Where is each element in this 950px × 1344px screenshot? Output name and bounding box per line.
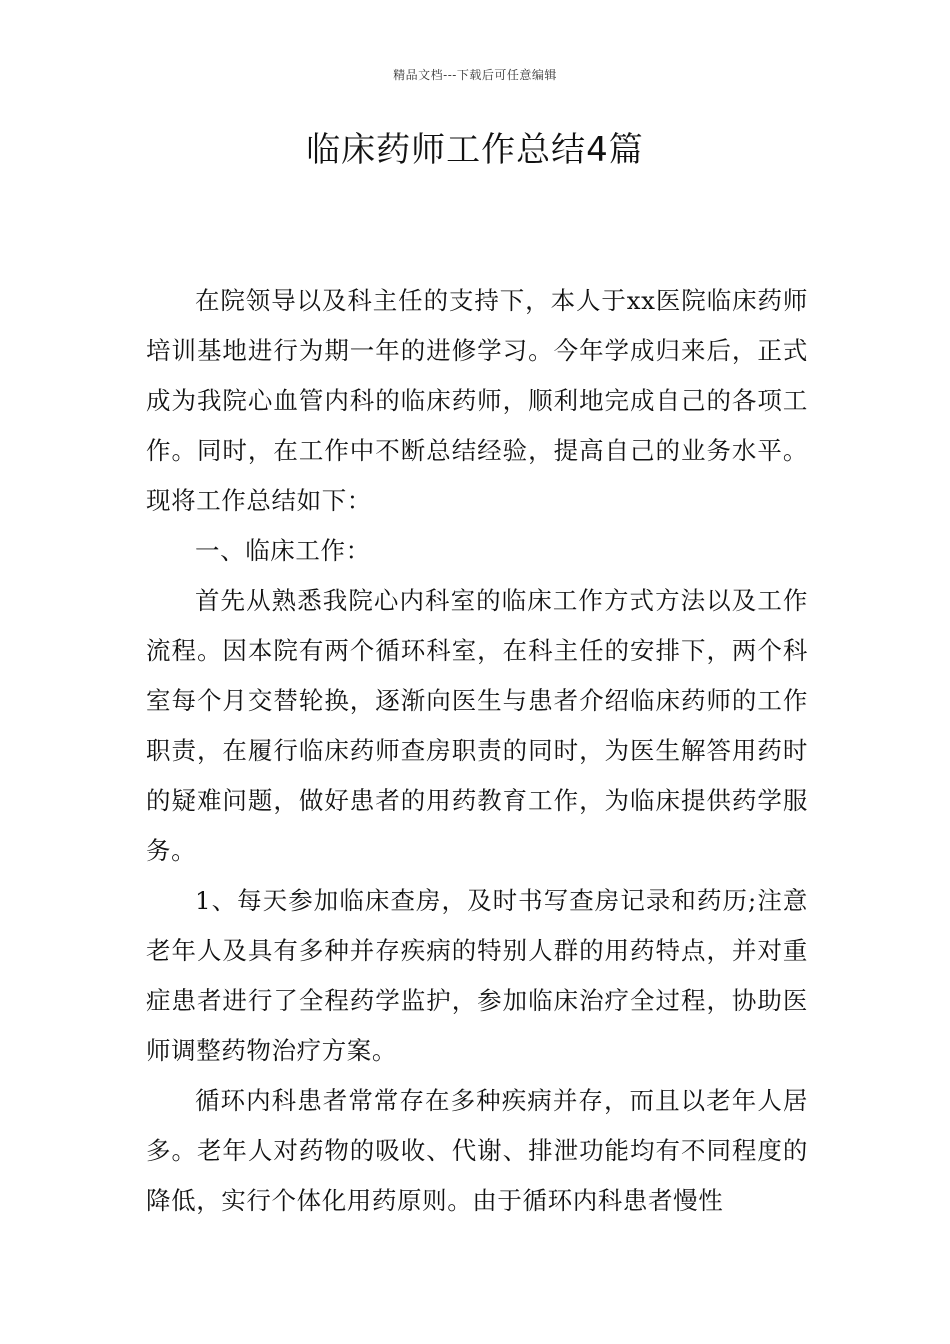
paragraph-item-1: 1、每天参加临床查房，及时书写查房记录和药历;注意老年人及具有多种并存疾病的特别人群的用药特点，并对重症患者进行了全程药学监护，参加临床治疗全过程，协助医师调整药物治疗方案。 [146, 886, 808, 1065]
paragraph-intro: 在院领导以及科主任的支持下，本人于xx医院临床药师培训基地进行为期一年的进修学习。今年学成归来后，正式成为我院心血管内科的临床药师，顺利地完成自己的各项工作。同时，在工作中不断总结经验，提高自己的业务水平。现将工作总结如下： [146, 286, 808, 515]
paragraph-clinical-workflow: 首先从熟悉我院心内科室的临床工作方式方法以及工作流程。因本院有两个循环科室，在科主任的安排下，两个科室每个月交替轮换，逐渐向医生与患者介绍临床药师的工作职责，在履行临床药师查房职责的同时，为医生解答用药时的疑难问题，做好患者的用药教育工作，为临床提供药学服务。 [146, 586, 808, 865]
section-heading-clinical-work: 一、临床工作： [195, 536, 371, 565]
header-note: 精品文档---下载后可任意编辑 [393, 68, 557, 82]
document-title: 临床药师工作总结4篇 [306, 130, 644, 170]
paragraph-circulation-patients: 循环内科患者常常存在多种疾病并存，而且以老年人居多。老年人对药物的吸收、代谢、排泄功能均有不同程度的降低，实行个体化用药原则。由于循环内科患者慢性 [146, 1086, 808, 1215]
document-body [146, 276, 808, 1226]
